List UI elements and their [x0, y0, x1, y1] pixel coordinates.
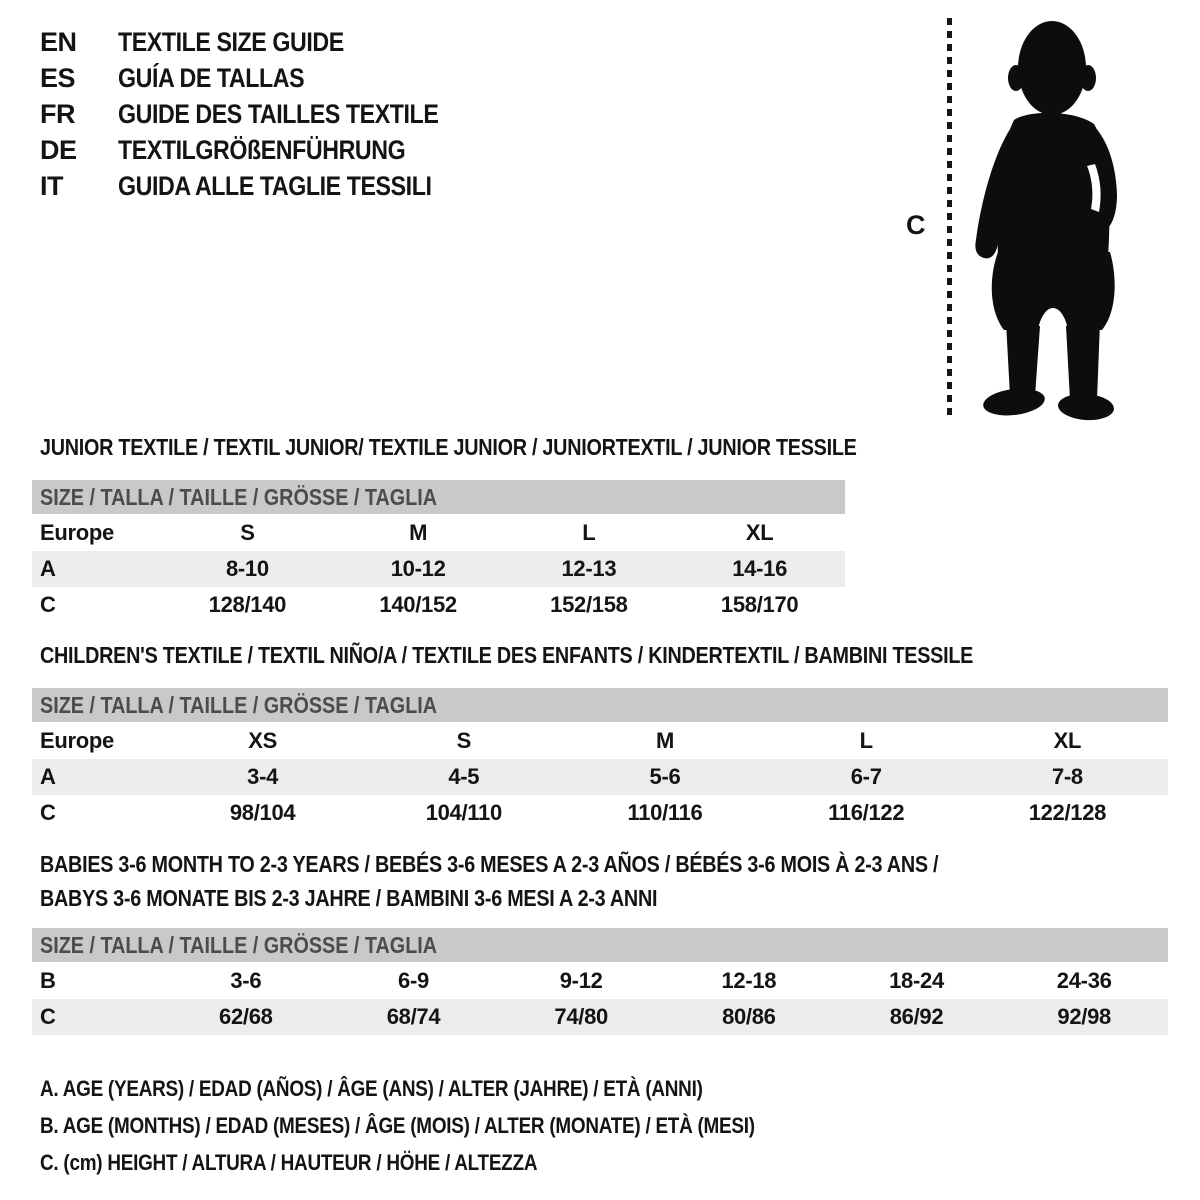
table-row — [32, 723, 1168, 759]
table-row — [32, 795, 1168, 831]
size-cell: 3-4 — [247, 764, 279, 789]
size-cell: 116/122 — [828, 800, 905, 825]
legend-line-c: C. (cm) HEIGHT / ALTURA / HAUTEUR / HÖHE / ALTEZZA — [40, 1149, 538, 1175]
language-row-fr — [40, 96, 491, 132]
row-label: B — [40, 968, 56, 993]
size-cell: M — [655, 728, 675, 753]
language-title: GUIDE DES TAILLES TEXTILE — [118, 98, 439, 129]
size-cell: 6-9 — [398, 968, 429, 993]
language-list — [40, 24, 491, 204]
size-cell: XS — [248, 728, 277, 753]
table-row — [32, 759, 1168, 795]
size-cell: 12-13 — [561, 556, 617, 581]
legend-line-b: B. AGE (MONTHS) / EDAD (MESES) / ÂGE (MOIS) / ALTER (MONATE) / ETÀ (MESI) — [40, 1112, 755, 1138]
height-dashed-line — [947, 18, 952, 416]
table-row — [32, 587, 845, 623]
size-cell: S — [240, 520, 255, 545]
row-label: A — [40, 764, 56, 789]
language-title: GUIDA ALLE TAGLIE TESSILI — [118, 170, 432, 201]
children-size-table — [32, 688, 1168, 831]
language-title: TEXTILE SIZE GUIDE — [118, 26, 344, 57]
size-cell: L — [582, 520, 596, 545]
size-cell: S — [456, 728, 471, 753]
size-header-bar: SIZE / TALLA / TAILLE / GRÖSSE / TAGLIA — [32, 928, 1168, 962]
size-cell: 80/86 — [722, 1004, 776, 1029]
size-cell: 24-36 — [1056, 968, 1112, 993]
language-row-it — [40, 168, 491, 204]
size-cell: 7-8 — [1051, 764, 1083, 789]
table-row — [32, 551, 845, 587]
size-cell: 8-10 — [225, 556, 269, 581]
size-cell: 158/170 — [720, 592, 799, 617]
measure-legend — [40, 1070, 871, 1181]
size-cell: M — [409, 520, 428, 545]
row-label: C — [40, 800, 56, 825]
row-label: C — [40, 1004, 56, 1029]
children-section-title: CHILDREN'S TEXTILE / TEXTIL NIÑO/A / TEXTILE DES ENFANTS / KINDERTEXTIL / BAMBINI TESSILE — [40, 642, 974, 668]
size-cell: XL — [1053, 728, 1082, 753]
size-cell: 18-24 — [889, 968, 944, 993]
size-cell: 6-7 — [850, 764, 882, 789]
babies-size-table — [32, 928, 1168, 1035]
size-cell: 12-18 — [721, 968, 777, 993]
table-row — [32, 963, 1168, 999]
language-title: GUÍA DE TALLAS — [118, 62, 305, 93]
row-label: A — [40, 556, 56, 581]
size-cell: 14-16 — [732, 556, 788, 581]
size-cell: 4-5 — [448, 764, 480, 789]
language-code: IT — [40, 170, 63, 201]
language-row-de — [40, 132, 491, 168]
language-code: ES — [40, 62, 76, 93]
babies-section-title: BABIES 3-6 MONTH TO 2-3 YEARS / BEBÉS 3-6 MESES A 2-3 AÑOS / BÉBÉS 3-6 MOIS À 2-3 ANS / BABYS 3-6 MONATE BIS 2-3 JAHRE / BAMBINI 3-6 MESI A 2-3 ANNI — [40, 851, 939, 911]
size-cell: 86/92 — [889, 1004, 944, 1029]
language-code: DE — [40, 134, 77, 165]
size-cell: L — [859, 728, 873, 753]
size-cell: XL — [745, 520, 774, 545]
size-cell: 5-6 — [649, 764, 681, 789]
language-row-en — [40, 24, 491, 60]
size-cell: 122/128 — [1028, 800, 1107, 825]
size-cell: 62/68 — [219, 1004, 273, 1029]
size-cell: 128/140 — [208, 592, 287, 617]
row-label: Europe — [40, 520, 114, 545]
row-label: Europe — [40, 728, 114, 753]
size-header-bar: SIZE / TALLA / TAILLE / GRÖSSE / TAGLIA — [32, 688, 1168, 722]
size-cell: 9-12 — [559, 968, 603, 993]
size-cell: 152/158 — [550, 592, 628, 617]
table-row — [32, 999, 1168, 1035]
size-cell: 92/98 — [1057, 1004, 1111, 1029]
size-cell: 98/104 — [229, 800, 296, 825]
legend-line-a: A. AGE (YEARS) / EDAD (AÑOS) / ÂGE (ANS) / ALTER (JAHRE) / ETÀ (ANNI) — [40, 1075, 703, 1101]
height-measure-label: C — [906, 210, 926, 240]
size-header-bar: SIZE / TALLA / TAILLE / GRÖSSE / TAGLIA — [32, 480, 845, 514]
table-row — [32, 515, 845, 551]
size-cell: 68/74 — [386, 1004, 441, 1029]
size-cell: 104/110 — [425, 800, 502, 825]
toddler-silhouette-icon — [962, 16, 1142, 421]
junior-size-table — [32, 480, 845, 623]
size-cell: 10-12 — [390, 556, 446, 581]
size-cell: 3-6 — [230, 968, 262, 993]
language-code: FR — [40, 98, 75, 129]
size-cell: 74/80 — [554, 1004, 608, 1029]
row-label: C — [40, 592, 56, 617]
language-row-es — [40, 60, 491, 96]
size-cell: 110/116 — [627, 800, 703, 825]
language-code: EN — [40, 26, 77, 57]
language-title: TEXTILGRÖßENFÜHRUNG — [118, 134, 406, 165]
size-cell: 140/152 — [379, 592, 457, 617]
junior-section-title: JUNIOR TEXTILE / TEXTIL JUNIOR/ TEXTILE JUNIOR / JUNIORTEXTIL / JUNIOR TESSILE — [40, 434, 857, 460]
